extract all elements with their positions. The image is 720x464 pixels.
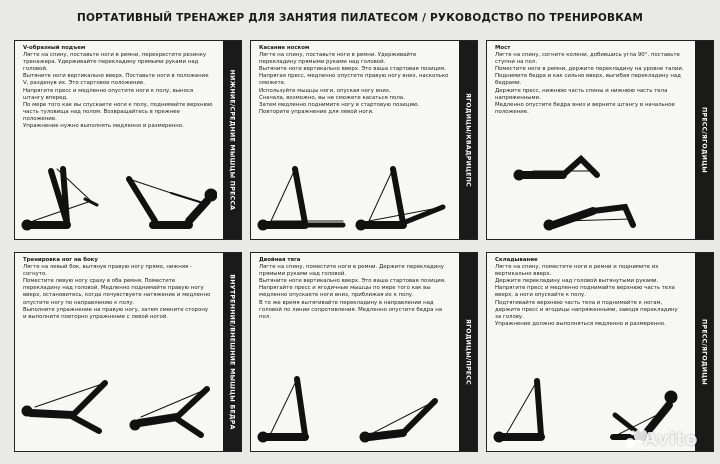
card-text: Тренировка ног на боку Лягте на левый бок, вытянув правую ногу прямо, нижняя - согнуто. Поместите левую ногу сразу в оба ремня. Поместите перекладину над головой. Медленно поднимайте правую ногу вверх, остановитесь, когда почувствуете натяжение и медленно опустите ногу по направлению к полу. Выполните упражнение на правую ногу, затем смените сторону и выполните повторно упражнение с левой ногой.	[23, 257, 213, 321]
muscle-group-band: ЯГОДИЦЫ/ПРЕСС	[459, 253, 477, 451]
card-text: V-образный подъем Лягте на спину, поставьте ноги в ремни, перекрестите резинку тренажера. Удерживайте перекладину прямыми руками над головой. Вытяните ноги вертикально вверх. Поставьте ноги в положение V, разденув их. Это стартовое положение. Напрягите пресс и медленно опустите ноги к полу, вынося штангу вперед. По мере того как вы спускаете ноги к полу, поднимайте верхнюю часть туловища над полом. Возвращайтесь в прежнее положение. Упражнение нужно выполнять медленно и размеренно.	[23, 45, 213, 130]
exercise-card-double-pull	[250, 252, 478, 452]
card-text: Касание носком Лягте на спину, поставьте ноги в ремни. Удерживайте перекладину прямыми руками над головой. Вытяните ноги вертикально вверх. Это ваша стартовая позиция. Напрягая пресс, медленно опустите правую ногу вниз, насколько сможете. Используйте мышцы ноги, опуская ногу вниз. Сначала, возможно, вы не сможете касаться пола. Затем медленно поднимите ногу в стартовую позицию. Повторите упражнение для левой ноги.	[259, 45, 449, 115]
card-text: Мост Лягте на спину, согните колени, добившись угла 90°, поставьте ступни на пол. Поместите ноги в ремни, держите перекладину на уровне талии. Поднимите бедра и как сильно вверх, выгибая перекладину над бедрами. Держите пресс, нижнюю часть спины и нижнюю часть тела напряженными. Медленно опустите бедра вниз и верните штангу в начальное положение.	[495, 45, 684, 115]
exercise-card-bridge	[486, 40, 714, 240]
exercise-illustration	[21, 141, 217, 233]
exercise-illustration	[257, 353, 453, 445]
exercise-card-toe-touch	[250, 40, 478, 240]
card-title: Мост	[495, 45, 511, 51]
muscle-group-band: ПРЕСС/ЯГОДИЦЫ	[695, 41, 713, 239]
muscle-group-band: ВНУТРЕННИЕ/ВНЕШНИЕ МЫШЦЫ БЕДРА	[223, 253, 241, 451]
muscle-group-band: ЯГОДИЦЫ/КВАДРИЦЕПС	[459, 41, 477, 239]
card-text: Двойная тяга Лягте на спину, поместите ноги в ремни. Держите перекладину прямыми руками над головой. Вытяните ноги вертикально вверх. Это ваша стартовая позиция. Напрягайте пресс и ягодичные мышцы по мере того как вы медленно опускаете ноги вниз, приближая их к полу. В то же время вытягивайте перекладину в направлении над головой по линии сопротивления. Медленно опустите бедра на пол.	[259, 257, 449, 321]
card-title: Тренировка ног на боку	[23, 257, 98, 263]
muscle-group-band: ПРЕСС/ЯГОДИЦЫ	[695, 253, 713, 451]
card-title: V-образный подъем	[23, 45, 86, 51]
exercise-card-side-leg	[14, 252, 242, 452]
exercise-illustration	[493, 141, 689, 233]
page-title: ПОРТАТИВНЫЙ ТРЕНАЖЕР ДЛЯ ЗАНЯТИЯ ПИЛАТЕСОМ / РУКОВОДСТВО ПО ТРЕНИРОВКАМ	[76, 12, 644, 24]
watermark: Avito	[643, 429, 698, 450]
exercise-illustration	[21, 353, 217, 445]
exercise-card-v-lift	[14, 40, 242, 240]
muscle-group-band: НИЖНИЕ/СРЕДНИЕ МЫШЦЫ ПРЕССА	[223, 41, 241, 239]
card-title: Касание носком	[259, 45, 310, 51]
exercise-card-fold	[486, 252, 714, 452]
card-title: Двойная тяга	[259, 257, 301, 263]
exercise-illustration	[257, 141, 453, 233]
card-title: Складывание	[495, 257, 538, 263]
card-text: Складывание Лягте на спину, поместите ноги в ремни и поднимите их вертикально вверх. Держите перекладину над головой вытянутыми руками. Напрягите пресс и медленно поднимайте верхнюю часть тела вверх, а ноги опускайте к полу. Подтягивайте верхнюю часть тела и поднимайте к ногам, держите пресс и ягодицы напряженными, заводя перекладину за голову. Упражнение должно выполняться медленно и размеренно.	[495, 257, 685, 328]
